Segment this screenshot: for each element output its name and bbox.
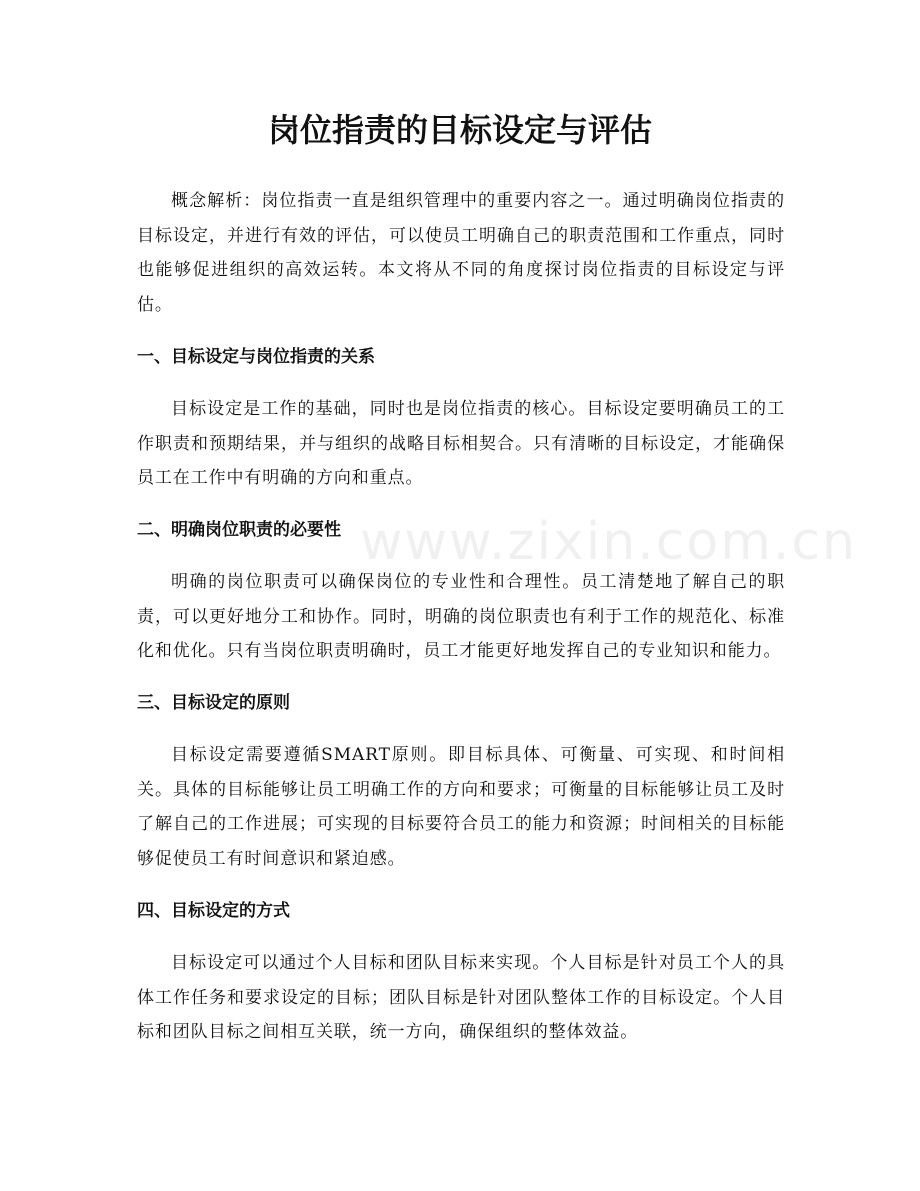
intro-paragraph: 概念解析：岗位指责一直是组织管理中的重要内容之一。通过明确岗位指责的目标设定，并进行有效的评估，可以使员工明确自己的职责范围和工作重点，同时也能够促进组织的高效运转。本文将从不同的角度探讨岗位指责的目标设定与评估。 [137, 191, 785, 315]
section-3-heading: 三、目标设定的原则 [137, 693, 290, 713]
document-title: 岗位指责的目标设定与评估 [267, 111, 652, 149]
section-2-body: 明确的岗位职责可以确保岗位的专业性和合理性。员工清楚地了解自己的职责，可以更好地分工和协作。同时，明确的岗位职责也有利于工作的规范化、标准化和优化。只有当岗位职责明确时，员工才能更好地发挥自己的专业知识和能力。 [137, 572, 785, 661]
section-4-body: 目标设定可以通过个人目标和团队目标来实现。个人目标是针对员工个人的具体工作任务和要求设定的目标；团队目标是针对团队整体工作的目标设定。个人目标和团队目标之间相互关联，统一方向，确保组织的整体效益。 [137, 953, 785, 1042]
section-1-body: 目标设定是工作的基础，同时也是岗位指责的核心。目标设定要明确员工的工作职责和预期结果，并与组织的战略目标相契合。只有清晰的目标设定，才能确保员工在工作中有明确的方向和重点。 [137, 399, 785, 488]
section-4-heading: 四、目标设定的方式 [137, 901, 290, 921]
section-1-heading: 一、目标设定与岗位指责的关系 [137, 347, 375, 367]
section-3-body: 目标设定需要遵循SMART原则。即目标具体、可衡量、可实现、和时间相关。具体的目标能够让员工明确工作的方向和要求；可衡量的目标能够让员工及时了解自己的工作进展；可实现的目标要符合员工的能力和资源；时间相关的目标能够促使员工有时间意识和紧迫感。 [137, 745, 785, 869]
section-2-heading: 二、明确岗位职责的必要性 [137, 520, 341, 540]
watermark: www.zixin.com.cn [360, 512, 857, 572]
